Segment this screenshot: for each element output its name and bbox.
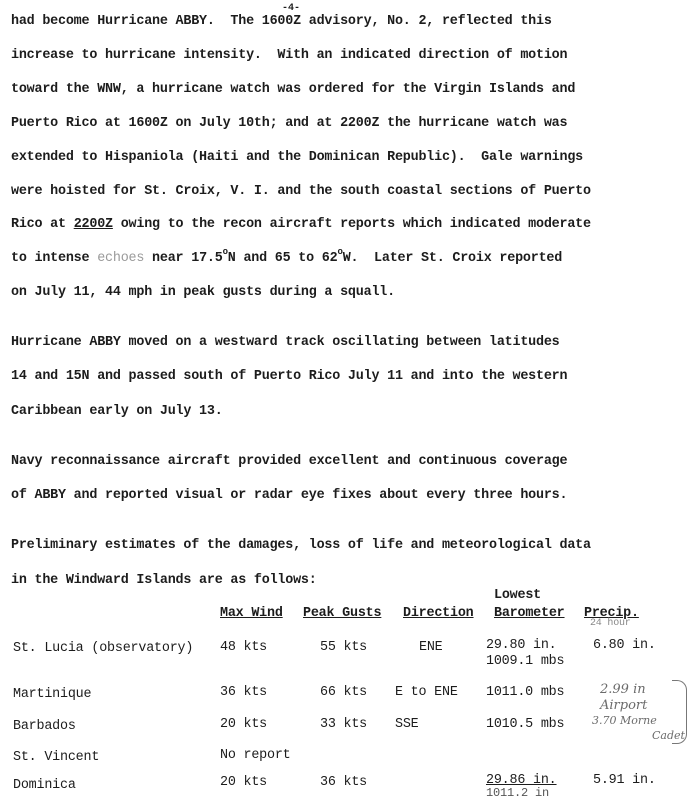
header-barometer: Barometer (494, 606, 565, 621)
p3-line-1: Navy reconnaissance aircraft provided excellent and continuous coverage (11, 454, 568, 469)
peak-gusts-value: 55 kts (320, 640, 368, 655)
station-name: Dominica (13, 778, 76, 793)
p2-line-3: Caribbean early on July 13. (11, 404, 223, 419)
p1-line-7: Rico at 2200Z owing to the recon aircraft reports which indicated moderate (11, 217, 591, 232)
max-wind-value: 20 kts (220, 717, 268, 732)
max-wind-value: 48 kts (220, 640, 268, 655)
station-name: St. Lucia (observatory) (13, 641, 194, 656)
p2-line-2: 14 and 15N and passed south of Puerto Rico July 11 and into the western (11, 369, 568, 384)
peak-gusts-value: 66 kts (320, 685, 368, 700)
handwritten-line: Cadet (652, 729, 685, 742)
station-name: Barbados (13, 719, 76, 734)
p1-line-5: extended to Hispaniola (Haiti and the Dominican Republic). Gale warnings (11, 150, 584, 165)
handwritten-line: 2.99 in (600, 682, 646, 697)
header-direction: Direction (403, 606, 474, 621)
barometer-value: 1010.5 mbs (486, 717, 565, 732)
direction-value: SSE (395, 717, 419, 732)
header-peak-gusts: Peak Gusts (303, 606, 382, 621)
p1-line-4: Puerto Rico at 1600Z on July 10th; and at 2200Z the hurricane watch was (11, 116, 568, 131)
header-precip: Precip. (584, 606, 639, 621)
max-wind-value: 36 kts (220, 685, 268, 700)
faint-word: echoes (97, 251, 145, 266)
degree-mark: o (222, 247, 228, 257)
header-max-wind: Max Wind (220, 606, 283, 621)
bracket-mark (672, 680, 687, 744)
precip-value: 5.91 in. (593, 773, 656, 788)
precip-value: 6.80 in. (593, 638, 656, 653)
barometer-value-2: 1009.1 mbs (486, 654, 565, 669)
p1-line-1: had become Hurricane ABBY. The 1600Z advisory, No. 2, reflected this (11, 14, 552, 29)
handwritten-line: Airport (600, 698, 648, 713)
p1-line-6: were hoisted for St. Croix, V. I. and the south coastal sections of Puerto (11, 184, 591, 199)
p1-line-2: increase to hurricane intensity. With an indicated direction of motion (11, 48, 568, 63)
barometer-value-2: 1011.2 in (486, 786, 550, 800)
header-barometer-top: Lowest (494, 588, 542, 603)
direction-value: ENE (419, 640, 443, 655)
degree-mark: o (337, 247, 343, 257)
station-name: Martinique (13, 687, 92, 702)
max-wind-value: 20 kts (220, 775, 268, 790)
p4-line-2: in the Windward Islands are as follows: (11, 573, 317, 588)
p2-line-1: Hurricane ABBY moved on a westward track oscillating between latitudes (11, 335, 560, 350)
barometer-value: 1011.0 mbs (486, 685, 565, 700)
max-wind-value: No report (220, 748, 291, 763)
p1-line-8: to intense echoes near 17.5$^o$N and 65 to 62$^o$W. Later St. Croix reported (11, 247, 563, 266)
direction-value: E to ENE (395, 685, 458, 700)
barometer-value: 29.86 in. (486, 773, 557, 788)
p1-line-9: on July 11, 44 mph in peak gusts during a squall. (11, 285, 395, 300)
barometer-value: 29.80 in. (486, 638, 557, 653)
peak-gusts-value: 36 kts (320, 775, 368, 790)
p4-line-1: Preliminary estimates of the damages, loss of life and meteorological data (11, 538, 591, 553)
station-name: St. Vincent (13, 750, 100, 765)
page-number-mark: -4- (282, 3, 301, 14)
p1-line-3: toward the WNW, a hurricane watch was ordered for the Virgin Islands and (11, 82, 576, 97)
peak-gusts-value: 33 kts (320, 717, 368, 732)
handwritten-line: 3.70 Morne (592, 714, 657, 727)
underlined-time: 2200Z (73, 217, 113, 232)
header-precip-sub: 24 hour (590, 618, 631, 629)
p3-line-2: of ABBY and reported visual or radar eye fixes about every three hours. (11, 488, 568, 503)
